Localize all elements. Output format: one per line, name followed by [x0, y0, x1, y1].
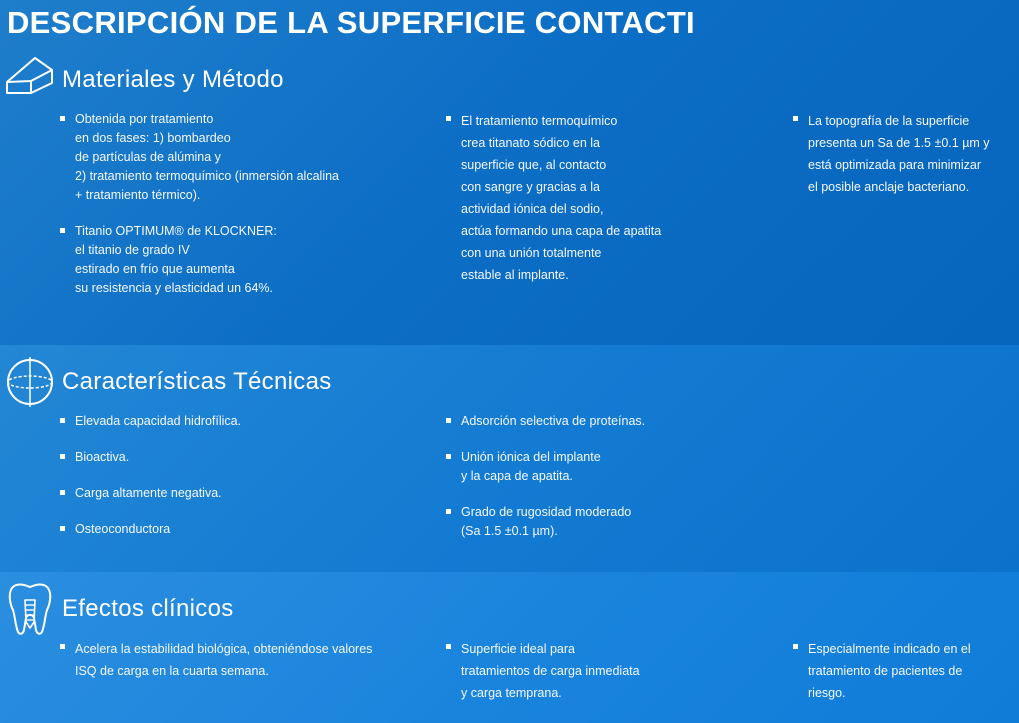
materiales-column-3: [793, 110, 1015, 198]
implant-surface-icon: [5, 55, 55, 105]
efectos-column-3: [793, 638, 1015, 704]
list-item: Osteoconductora: [60, 520, 420, 539]
materiales-column-1: [60, 110, 420, 298]
list-item: La topografía de la superficie presenta un Sa de 1.5 ±0.1 µm y está optimizada para minimizar el posible anclaje bacteriano.: [793, 110, 1015, 198]
list-item: Unión iónica del implante y la capa de apatita.: [446, 448, 766, 486]
list-item: Superficie ideal para tratamientos de carga inmediata y carga temprana.: [446, 638, 746, 704]
list-item: Grado de rugosidad moderado (Sa 1.5 ±0.1 µm).: [446, 503, 766, 541]
list-item: Especialmente indicado en el tratamiento de pacientes de riesgo.: [793, 638, 1015, 704]
list-item: Bioactiva.: [60, 448, 420, 467]
list-item: Adsorción selectiva de proteínas.: [446, 412, 766, 431]
list-item: Obtenida por tratamiento en dos fases: 1) bombardeo de partículas de alúmina y 2) tratamiento termoquímico (inmersión alcalina + tratamiento térmico).: [60, 110, 420, 205]
section-title-caracteristicas: Características Técnicas: [62, 368, 332, 395]
materiales-column-2: [446, 110, 746, 286]
caracteristicas-column-2: [446, 412, 766, 541]
list-item: Carga altamente negativa.: [60, 484, 420, 503]
tooth-implant-icon: [5, 582, 55, 632]
list-item: El tratamiento termoquímico crea titanato sódico en la superficie que, al contacto con sangre y gracias a la actividad iónica del sodio, actúa formando una capa de apatita con una unión totalmente estable al implante.: [446, 110, 746, 286]
section-title-materiales: Materiales y Método: [62, 66, 284, 93]
efectos-column-1: [60, 638, 430, 682]
list-item: Titanio OPTIMUM® de KLOCKNER: el titanio de grado IV estirado en frío que aumenta su resistencia y elasticidad un 64%.: [60, 222, 420, 298]
sphere-icon: [5, 356, 55, 406]
efectos-column-2: [446, 638, 746, 704]
page-title: DESCRIPCIÓN DE LA SUPERFICIE CONTACTI: [7, 5, 695, 40]
list-item: Acelera la estabilidad biológica, obteniéndose valores ISQ de carga en la cuarta semana.: [60, 638, 430, 682]
caracteristicas-column-1: [60, 412, 420, 539]
section-title-efectos: Efectos clínicos: [62, 595, 234, 622]
list-item: Elevada capacidad hidrofílica.: [60, 412, 420, 431]
